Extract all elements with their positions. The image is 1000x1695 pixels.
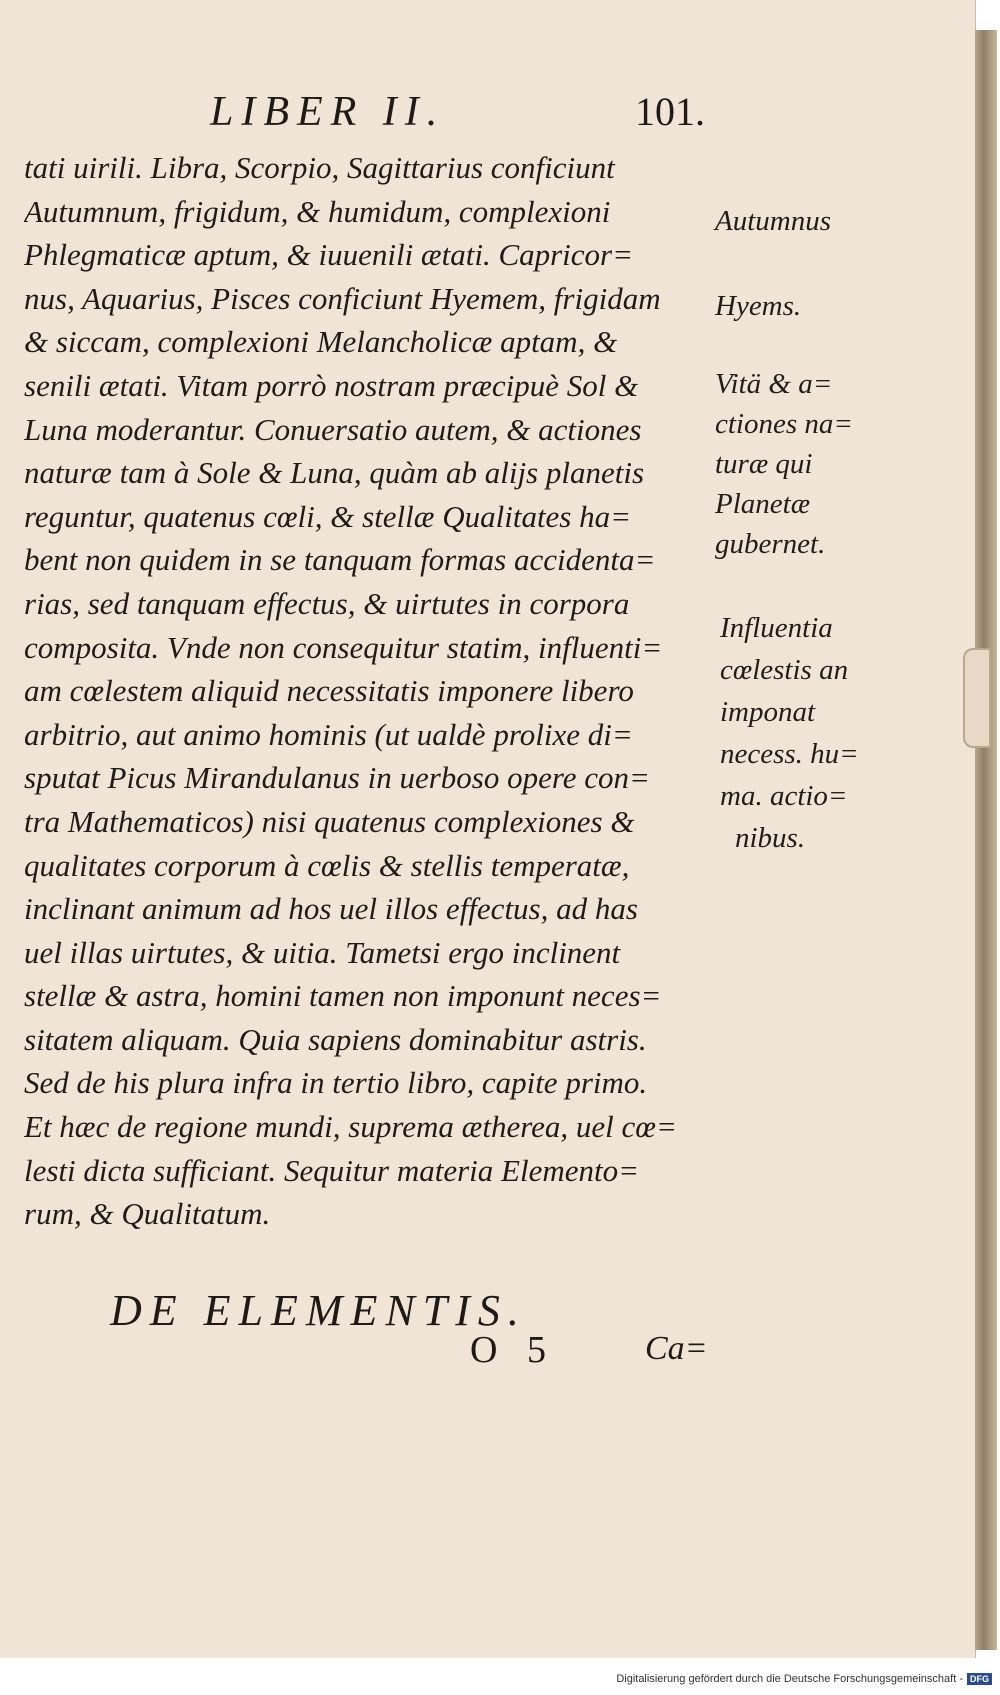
text-line: sputat Picus Mirandulanus in uerboso opere con=: [24, 760, 650, 796]
text-line: rum, & Qualitatum.: [24, 1196, 271, 1232]
marginal-line: cœlestis an: [720, 654, 849, 686]
marginal-line: ctiones na=: [715, 408, 853, 440]
text-line: Et hæc de regione mundi, suprema ætherea, uel cœ=: [24, 1109, 677, 1145]
text-line: composita. Vnde non consequitur statim, influenti=: [24, 629, 663, 665]
catchword: Ca=: [645, 1330, 708, 1367]
text-line: rias, sed tanquam effectus, & uirtutes in corpora: [24, 585, 630, 621]
marginal-line: imponat: [720, 696, 816, 728]
text-line: lesti dicta sufficiant. Sequitur materia Elemento=: [24, 1152, 640, 1188]
credit-text: Digitalisierung gefördert durch die Deutsche Forschungsgemeinschaft -: [616, 1673, 963, 1685]
text-line: & siccam, complexioni Melancholicæ aptam, &: [24, 324, 618, 360]
text-line: tati uirili. Libra, Scorpio, Sagittarius conficiunt: [24, 150, 615, 185]
main-text-block: [24, 146, 699, 1236]
dfg-logo-icon: DFG: [967, 1673, 992, 1685]
digitization-credit: [616, 1673, 992, 1685]
text-line: sitatem aliquam. Quia sapiens dominabitur astris.: [24, 1021, 647, 1057]
section-heading: DE ELEMENTIS.: [110, 1286, 527, 1335]
text-line: uel illas uirtutes, & uitia. Tametsi ergo inclinent: [24, 934, 621, 970]
text-line: inclinant animum ad hos uel illos effectus, ad has: [24, 891, 638, 927]
text-line: tra Mathematicos) nisi quatenus complexiones &: [24, 803, 635, 839]
text-line: Autumnum, frigidum, & humidum, complexioni: [24, 193, 611, 229]
marginal-line: nibus.: [735, 822, 806, 854]
text-line: Sed de his plura infra in tertio libro, capite primo.: [24, 1065, 648, 1101]
text-line: qualitates corporum à cœlis & stellis temperatæ,: [24, 847, 630, 883]
marginal-note-hyems: Hyems.: [715, 290, 802, 322]
marginal-line: Vitä & a=: [715, 368, 833, 400]
text-line: am cœlestem aliquid necessitatis imponere libero: [24, 673, 634, 709]
marginal-line: Influentia: [720, 612, 833, 644]
running-title: LIBER II.: [210, 89, 446, 135]
text-line: Phlegmaticæ aptum, & iuuenili ætati. Capricor=: [24, 237, 634, 273]
text-line: Luna moderantur. Conuersatio autem, & actiones: [24, 411, 642, 447]
marginal-line: necess. hu=: [720, 738, 859, 770]
marginal-line: ma. actio=: [720, 780, 848, 812]
text-line: nus, Aquarius, Pisces conficiunt Hyemem, frigidam: [24, 280, 661, 316]
marginal-line: Planetæ: [715, 488, 811, 520]
marginal-line: turæ qui: [715, 448, 813, 480]
text-line: stellæ & astra, homini tamen non imponunt neces=: [24, 978, 662, 1014]
text-line: naturæ tam à Sole & Luna, quàm ab alijs planetis: [24, 455, 645, 491]
text-line: reguntur, quatenus cœli, & stellæ Qualitates ha=: [24, 498, 632, 534]
page-clip: [963, 648, 991, 748]
marginal-note-autumnus: Autumnus: [715, 205, 831, 237]
signature-mark: O 5: [470, 1329, 556, 1371]
page-number: 101.: [635, 89, 705, 134]
text-line: senili ætati. Vitam porrò nostram præcipuè Sol &: [24, 367, 639, 403]
marginal-line: gubernet.: [715, 528, 826, 560]
book-edge: [975, 30, 997, 1650]
text-line: bent non quidem in se tanquam formas accidenta=: [24, 542, 656, 578]
text-line: arbitrio, aut animo hominis (ut ualdè prolixe di=: [24, 716, 633, 752]
